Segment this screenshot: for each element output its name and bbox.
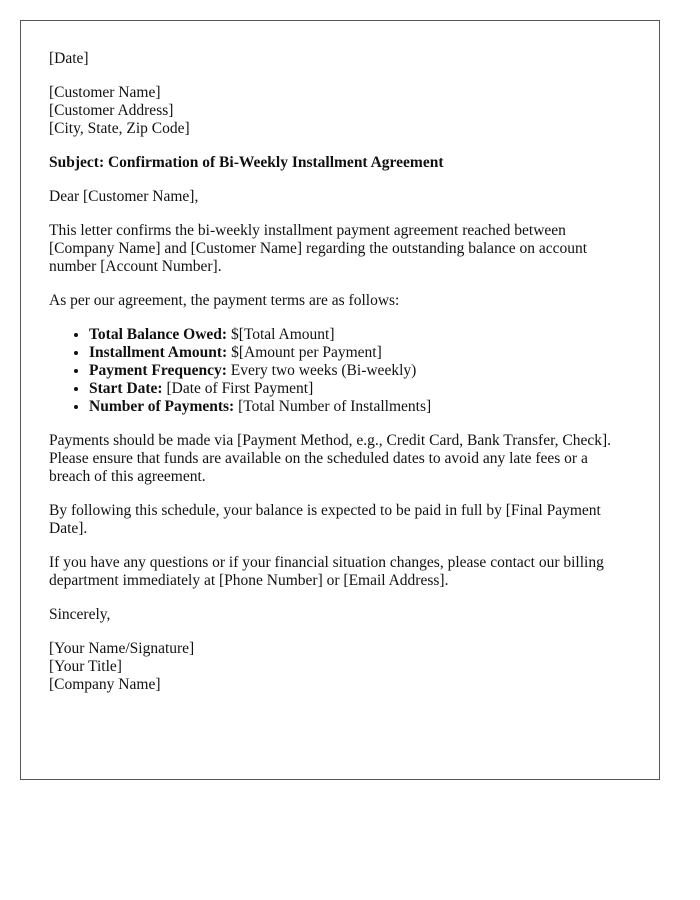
letter-date: [Date] [49,50,89,67]
term-value: $[Total Amount] [227,326,335,343]
intro-paragraph: This letter confirms the bi-weekly installment payment agreement reached between [Company Name] and [Customer Name] regarding the outstanding balance on account number [Account Number]. [49,222,588,275]
term-label: Number of Payments: [89,398,235,415]
signature-company: [Company Name] [49,676,161,693]
recipient-address: [Customer Address] [49,102,174,119]
recipient-city-state-zip: [City, State, Zip Code] [49,120,190,137]
term-label: Payment Frequency: [89,362,227,379]
schedule-paragraph: By following this schedule, your balance is expected to be paid in full by [Final Payment Date]. [49,502,601,537]
terms-intro: As per our agreement, the payment terms are as follows: [49,292,400,309]
term-label: Total Balance Owed: [89,326,228,343]
term-value: Every two weeks (Bi-weekly) [226,362,417,379]
recipient-address-block [49,84,631,138]
salutation: Dear [Customer Name], [49,188,199,205]
closing: Sincerely, [49,606,111,623]
term-installment-amount [89,344,631,362]
contact-paragraph: If you have any questions or if your financial situation changes, please contact our billing department immediately at [Phone Number] or [Email Address]. [49,554,604,589]
term-start-date [89,380,631,398]
term-total-balance [89,326,631,344]
term-label: Start Date: [89,380,163,397]
payment-method-paragraph: Payments should be made via [Payment Method, e.g., Credit Card, Bank Transfer, Check]. Please ensure that funds are available on the scheduled dates to avoid any late fees or a breach of this agreement. [49,432,612,485]
term-value: [Date of First Payment] [162,380,314,397]
letter-page [20,20,660,780]
letter-subject: Subject: Confirmation of Bi-Weekly Installment Agreement [49,154,444,171]
recipient-name: [Customer Name] [49,84,161,101]
signature-title: [Your Title] [49,658,122,675]
payment-terms-list [49,326,631,416]
term-payment-frequency [89,362,631,380]
signature-block [49,640,631,694]
term-label: Installment Amount: [89,344,228,361]
term-value: [Total Number of Installments] [234,398,432,415]
signature-name: [Your Name/Signature] [49,640,195,657]
term-value: $[Amount per Payment] [227,344,382,361]
term-number-of-payments [89,398,631,416]
